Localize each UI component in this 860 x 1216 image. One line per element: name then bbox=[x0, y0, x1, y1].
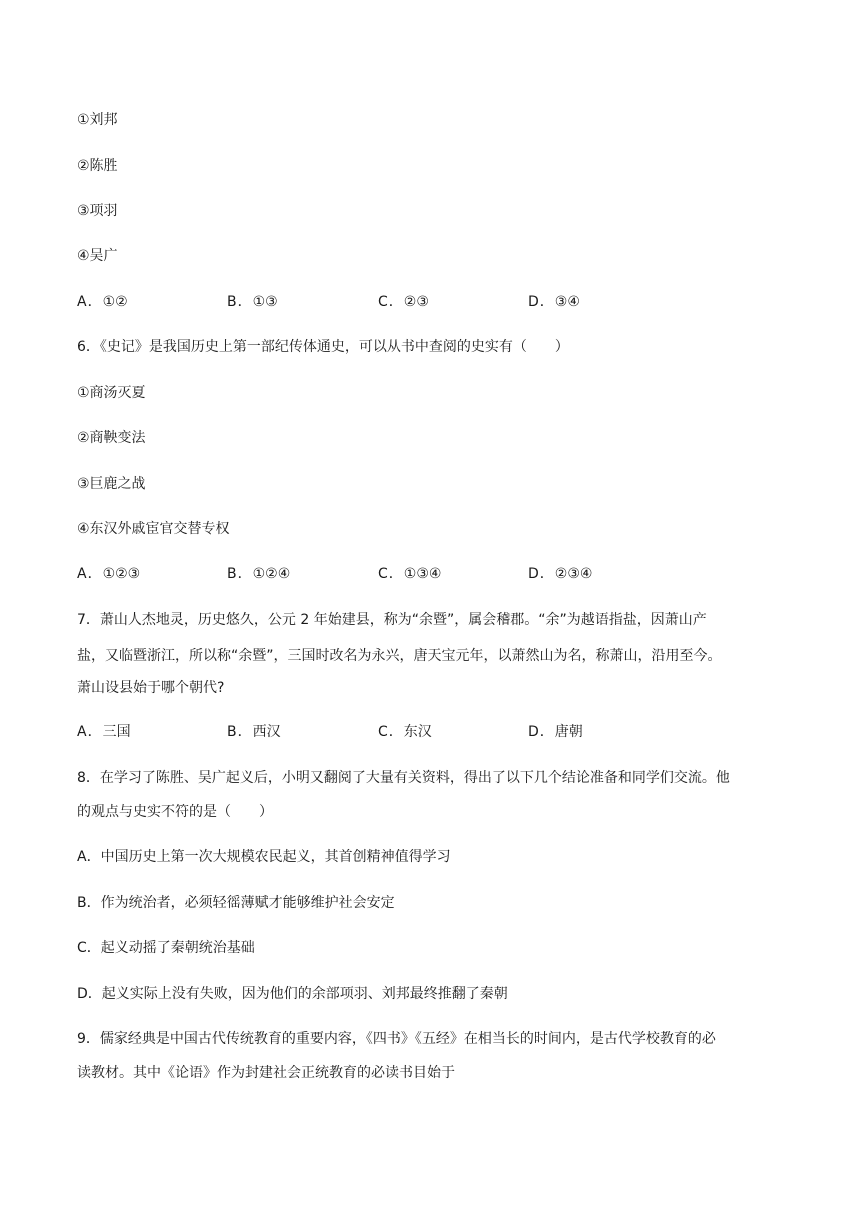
q7-stem-line-2: 盐，又临暨浙江，所以称“余暨”，三国时改名为永兴，唐天宝元年，以萧然山为名，称萧山，沿用至今。 bbox=[77, 648, 722, 664]
q6-item-3: ③巨鹿之战 bbox=[77, 476, 146, 492]
q7-stem-line-1: 7．萧山人杰地灵，历史悠久，公元 2 年始建县，称为“余暨”，属会稽郡。“余”为越语指盐，因萧山产 bbox=[77, 612, 707, 628]
q6-item-4: ④东汉外戚宦官交替专权 bbox=[77, 521, 230, 537]
q8-stem-line-1: 8．在学习了陈胜、吴广起义后，小明又翻阅了大量有关资料，得出了以下几个结论准备和同学们交流。他 bbox=[77, 770, 730, 786]
q5-item-1: ①刘邦 bbox=[77, 112, 118, 128]
q8-option-c[interactable]: C．起义动摇了秦朝统治基础 bbox=[77, 940, 255, 956]
q5-item-2: ②陈胜 bbox=[77, 158, 118, 174]
q6-option-d[interactable]: D．②③④ bbox=[528, 566, 593, 582]
q6-option-c[interactable]: C．①③④ bbox=[378, 566, 442, 582]
q5-item-3: ③项羽 bbox=[77, 203, 118, 219]
q7-option-c[interactable]: C．东汉 bbox=[378, 724, 432, 740]
q6-option-a[interactable]: A．①②③ bbox=[77, 566, 141, 582]
q5-option-b[interactable]: B．①③ bbox=[227, 294, 278, 310]
q8-option-a[interactable]: A．中国历史上第一次大规模农民起义，其首创精神值得学习 bbox=[77, 849, 451, 865]
q8-stem-line-2: 的观点与史实不符的是（ ） bbox=[77, 804, 273, 820]
q6-item-1: ①商汤灭夏 bbox=[77, 385, 146, 401]
q8-option-d[interactable]: D．起义实际上没有失败，因为他们的余部项羽、刘邦最终推翻了秦朝 bbox=[77, 986, 508, 1002]
q7-option-b[interactable]: B．西汉 bbox=[227, 724, 281, 740]
q8-option-b[interactable]: B．作为统治者，必须轻徭薄赋才能够维护社会安定 bbox=[77, 895, 395, 911]
q7-stem-line-3: 萧山设县始于哪个朝代? bbox=[77, 680, 225, 696]
q6-item-2: ②商鞅变法 bbox=[77, 430, 146, 446]
q5-item-4: ④吴广 bbox=[77, 248, 118, 264]
q7-option-a[interactable]: A．三国 bbox=[77, 724, 131, 740]
q5-option-c[interactable]: C．②③ bbox=[378, 294, 429, 310]
q6-stem: 6．《史记》是我国历史上第一部纪传体通史，可以从书中查阅的史实有（ ） bbox=[77, 339, 569, 355]
q5-option-a[interactable]: A．①② bbox=[77, 294, 128, 310]
q5-option-d[interactable]: D．③④ bbox=[528, 294, 580, 310]
q9-stem-line-2: 读教材。其中《论语》作为封建社会正统教育的必读书目始于 bbox=[77, 1065, 455, 1081]
q9-stem-line-1: 9．儒家经典是中国古代传统教育的重要内容，《四书》《五经》在相当长的时间内，是古代学校教育的必 bbox=[77, 1031, 716, 1047]
q6-option-b[interactable]: B．①②④ bbox=[227, 566, 291, 582]
q7-option-d[interactable]: D．唐朝 bbox=[528, 724, 583, 740]
